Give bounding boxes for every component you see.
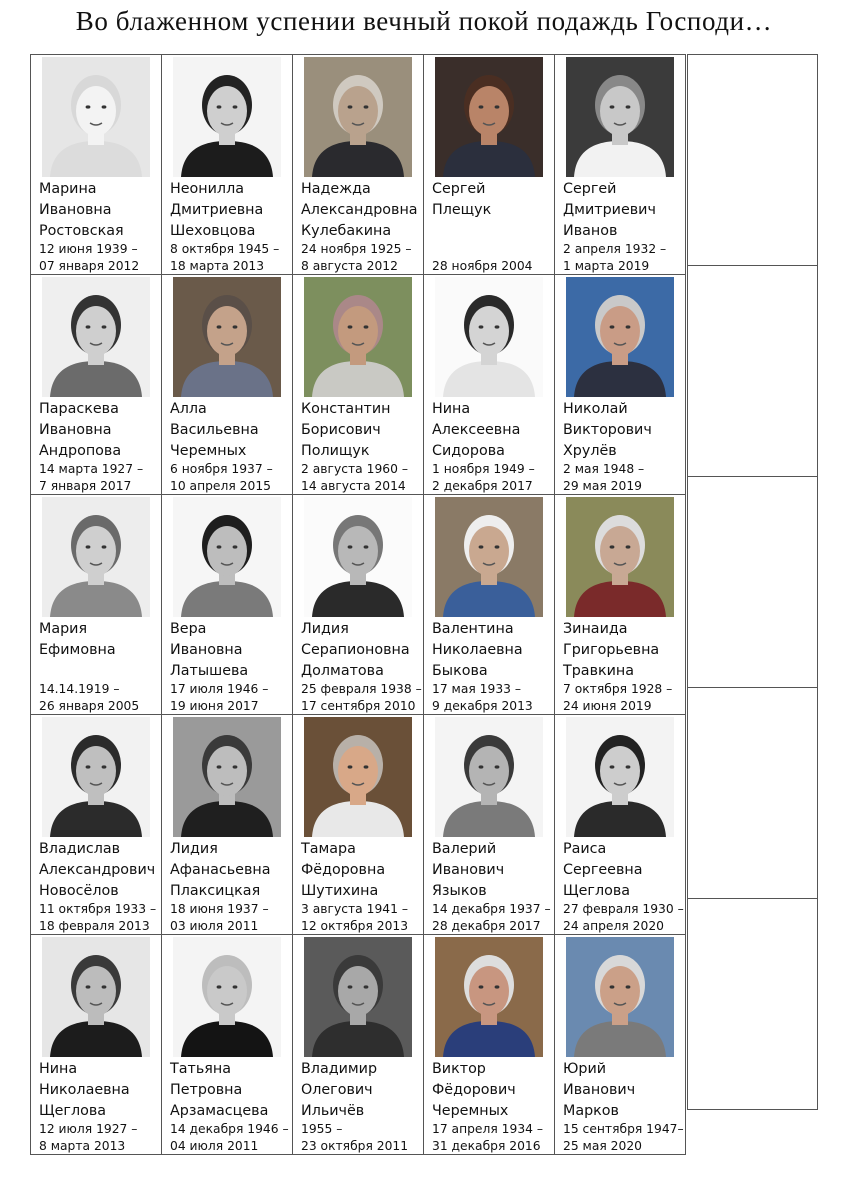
- date-line: 2 декабря 2017: [432, 479, 533, 493]
- date-line: 1955 –: [301, 1122, 343, 1136]
- name-line: Викторович: [563, 422, 652, 438]
- memorial-card: [30, 934, 162, 1155]
- life-dates: [39, 1121, 137, 1155]
- portrait-photo: [42, 937, 150, 1057]
- person-name: [39, 399, 121, 462]
- portrait-photo: [435, 277, 543, 397]
- date-line: 28 декабря 2017: [432, 919, 541, 933]
- date-line: 19 июня 2017: [170, 699, 259, 713]
- memorial-card: [292, 934, 424, 1155]
- name-line: Тамара: [301, 841, 356, 857]
- date-line: 9 декабря 2013: [432, 699, 533, 713]
- name-line: Юрий: [563, 1061, 607, 1077]
- life-dates: [39, 901, 156, 935]
- date-line: 18 июня 1937 –: [170, 902, 269, 916]
- name-line: Александровна: [301, 202, 418, 218]
- person-name: [39, 619, 116, 661]
- memorial-card: [30, 714, 162, 935]
- name-line: Быкова: [432, 663, 488, 679]
- name-line: Долматова: [301, 663, 384, 679]
- life-dates: [301, 901, 408, 935]
- date-line: 12 октября 2013: [301, 919, 409, 933]
- memorial-card: [292, 714, 424, 935]
- date-line: 8 августа 2012: [301, 259, 398, 273]
- life-dates: [170, 681, 268, 715]
- name-line: Хрулёв: [563, 443, 617, 459]
- portrait-photo: [566, 497, 674, 617]
- date-line: 24 апреля 2020: [563, 919, 664, 933]
- date-line: 2 мая 1948 –: [563, 462, 645, 476]
- memorial-card: [423, 494, 555, 715]
- name-line: Олегович: [301, 1082, 373, 1098]
- person-name: [301, 399, 391, 462]
- person-name: [301, 1059, 377, 1122]
- portrait-photo: [42, 717, 150, 837]
- person-name: [563, 839, 643, 902]
- blank-box: [687, 54, 818, 266]
- name-line: Языков: [432, 883, 487, 899]
- date-line: 1 марта 2019: [563, 259, 650, 273]
- name-line: Серапионовна: [301, 642, 410, 658]
- date-line: 27 февраля 1930 –: [563, 902, 684, 916]
- person-name: [170, 1059, 268, 1122]
- person-name: [39, 1059, 130, 1122]
- person-name: [432, 179, 491, 221]
- portrait-photo: [435, 717, 543, 837]
- date-line: 31 декабря 2016: [432, 1139, 541, 1153]
- date-line: 14.14.1919 –: [39, 682, 120, 696]
- name-line: Неонилла: [170, 181, 244, 197]
- name-line: Вера: [170, 621, 207, 637]
- person-name: [170, 399, 259, 462]
- life-dates: [39, 681, 139, 715]
- person-name: [39, 179, 124, 242]
- name-line: Арзамасцева: [170, 1103, 269, 1119]
- portrait-photo: [173, 717, 281, 837]
- portrait-photo: [435, 497, 543, 617]
- name-line: Ростовская: [39, 223, 124, 239]
- name-line: Марков: [563, 1103, 619, 1119]
- portrait-photo: [42, 497, 150, 617]
- name-line: Черемных: [170, 443, 247, 459]
- date-line: 25 мая 2020: [563, 1139, 642, 1153]
- name-line: Кулебакина: [301, 223, 392, 239]
- life-dates: [301, 241, 412, 275]
- name-line: Петровна: [170, 1082, 243, 1098]
- name-line: Валерий: [432, 841, 497, 857]
- memorial-card: [30, 54, 162, 275]
- person-name: [301, 839, 385, 902]
- blank-column: [687, 55, 819, 1110]
- blank-box: [687, 687, 818, 899]
- portrait-photo: [304, 57, 412, 177]
- date-line: 17 мая 1933 –: [432, 682, 522, 696]
- name-line: Нина: [39, 1061, 78, 1077]
- person-name: [563, 399, 652, 462]
- date-line: 14 марта 1927 –: [39, 462, 144, 476]
- name-line: Виктор: [432, 1061, 486, 1077]
- name-line: Иванович: [563, 1082, 636, 1098]
- date-line: 8 октября 1945 –: [170, 242, 280, 256]
- date-line: [432, 241, 533, 258]
- person-name: [170, 179, 263, 242]
- date-line: 25 февраля 1938 –: [301, 682, 422, 696]
- portrait-photo: [566, 937, 674, 1057]
- name-line: Сергеевна: [563, 862, 643, 878]
- name-line: Сергей: [563, 181, 617, 197]
- date-line: 26 января 2005: [39, 699, 140, 713]
- person-name: [301, 619, 410, 682]
- person-name: [432, 619, 523, 682]
- life-dates: [301, 681, 422, 715]
- name-line: Николаевна: [39, 1082, 130, 1098]
- life-dates: [432, 1121, 543, 1155]
- name-line: Андропова: [39, 443, 122, 459]
- date-line: 18 марта 2013: [170, 259, 265, 273]
- name-line: Новосёлов: [39, 883, 119, 899]
- person-name: [563, 179, 656, 242]
- name-line: Владимир: [301, 1061, 378, 1077]
- life-dates: [563, 241, 666, 275]
- date-line: 2 августа 1960 –: [301, 462, 408, 476]
- person-name: [563, 619, 659, 682]
- date-line: 17 апреля 1934 –: [432, 1122, 544, 1136]
- name-line: Дмитриевич: [563, 202, 656, 218]
- name-line: Лидия: [301, 621, 349, 637]
- life-dates: [301, 1121, 408, 1155]
- blank-box: [687, 476, 818, 688]
- blank-box: [687, 265, 818, 477]
- name-line: Ильичёв: [301, 1103, 365, 1119]
- blank-box: [687, 898, 818, 1110]
- portrait-photo: [304, 717, 412, 837]
- memorial-card: [292, 54, 424, 275]
- date-line: 3 августа 1941 –: [301, 902, 408, 916]
- name-line: Латышева: [170, 663, 249, 679]
- name-line: Лидия: [170, 841, 218, 857]
- date-line: 14 декабря 1937 –: [432, 902, 551, 916]
- name-line: Владислав: [39, 841, 121, 857]
- memorial-card: [292, 274, 424, 495]
- portrait-photo: [42, 57, 150, 177]
- life-dates: [563, 1121, 684, 1155]
- name-line: Алексеевна: [432, 422, 521, 438]
- name-line: Ивановна: [170, 642, 243, 658]
- memorial-card: [554, 54, 686, 275]
- name-line: Татьяна: [170, 1061, 231, 1077]
- date-line: 03 июля 2011: [170, 919, 259, 933]
- name-line: Щеглова: [563, 883, 631, 899]
- life-dates: [432, 241, 533, 275]
- date-line: 2 апреля 1932 –: [563, 242, 667, 256]
- person-name: [170, 839, 271, 902]
- memorial-card: [161, 54, 293, 275]
- portrait-photo: [435, 57, 543, 177]
- name-line: Черемных: [432, 1103, 509, 1119]
- name-line: Борисович: [301, 422, 381, 438]
- portrait-photo: [173, 937, 281, 1057]
- memorial-card: [423, 54, 555, 275]
- date-line: 10 апреля 2015: [170, 479, 271, 493]
- memorial-card: [161, 494, 293, 715]
- name-line: Константин: [301, 401, 391, 417]
- portrait-photo: [173, 57, 281, 177]
- name-line: Плещук: [432, 202, 492, 218]
- name-line: Ивановна: [39, 422, 112, 438]
- person-name: [39, 839, 155, 902]
- name-line: Щеглова: [39, 1103, 107, 1119]
- portrait-photo: [304, 277, 412, 397]
- portrait-photo: [435, 937, 543, 1057]
- memorial-grid: [31, 55, 686, 1155]
- portrait-photo: [566, 57, 674, 177]
- name-line: Дмитриевна: [170, 202, 264, 218]
- date-line: 17 сентября 2010: [301, 699, 416, 713]
- name-line: Надежда: [301, 181, 371, 197]
- memorial-card: [292, 494, 424, 715]
- date-line: 7 октября 1928 –: [563, 682, 673, 696]
- portrait-photo: [173, 497, 281, 617]
- name-line: Иванович: [432, 862, 505, 878]
- life-dates: [301, 461, 408, 495]
- date-line: 15 сентября 1947–: [563, 1122, 684, 1136]
- name-line: Григорьевна: [563, 642, 660, 658]
- date-line: 12 июня 1939 –: [39, 242, 138, 256]
- date-line: 04 июля 2011: [170, 1139, 259, 1153]
- date-line: 23 октября 2011: [301, 1139, 409, 1153]
- date-line: 14 августа 2014: [301, 479, 406, 493]
- date-line: 11 октября 1933 –: [39, 902, 157, 916]
- name-line: Марина: [39, 181, 97, 197]
- name-line: Иванов: [563, 223, 618, 239]
- portrait-photo: [42, 277, 150, 397]
- life-dates: [432, 461, 535, 495]
- name-line: Ивановна: [39, 202, 112, 218]
- name-line: Николаевна: [432, 642, 523, 658]
- life-dates: [170, 1121, 289, 1155]
- memorial-card: [554, 934, 686, 1155]
- name-line: Плаксицкая: [170, 883, 261, 899]
- name-line: Васильевна: [170, 422, 259, 438]
- name-line: Николай: [563, 401, 628, 417]
- date-line: 6 ноября 1937 –: [170, 462, 273, 476]
- memorial-card: [554, 274, 686, 495]
- life-dates: [432, 901, 551, 935]
- portrait-photo: [173, 277, 281, 397]
- life-dates: [39, 461, 143, 495]
- portrait-photo: [304, 497, 412, 617]
- person-name: [432, 1059, 516, 1122]
- memorial-card: [423, 934, 555, 1155]
- memorial-card: [423, 274, 555, 495]
- name-line: Фёдорович: [432, 1082, 516, 1098]
- date-line: 07 января 2012: [39, 259, 140, 273]
- life-dates: [170, 241, 279, 275]
- date-line: 17 июля 1946 –: [170, 682, 269, 696]
- name-line: Фёдоровна: [301, 862, 386, 878]
- memorial-card: [554, 494, 686, 715]
- life-dates: [170, 461, 273, 495]
- name-line: Параскева: [39, 401, 119, 417]
- date-line: 14 декабря 1946 –: [170, 1122, 289, 1136]
- name-line: Мария: [39, 621, 88, 637]
- name-line: Сидорова: [432, 443, 505, 459]
- portrait-photo: [304, 937, 412, 1057]
- memorial-card: [161, 274, 293, 495]
- page-title: Во блаженном успении вечный покой подаждь Господи…: [75, 6, 773, 36]
- name-line: Сергей: [432, 181, 486, 197]
- date-line: 24 ноября 1925 –: [301, 242, 412, 256]
- memorial-card: [161, 934, 293, 1155]
- life-dates: [563, 681, 672, 715]
- name-line: Шутихина: [301, 883, 379, 899]
- name-line: Полищук: [301, 443, 370, 459]
- life-dates: [563, 461, 644, 495]
- life-dates: [39, 241, 139, 275]
- date-line: 18 февраля 2013: [39, 919, 150, 933]
- portrait-photo: [566, 717, 674, 837]
- date-line: 29 мая 2019: [563, 479, 642, 493]
- person-name: [432, 399, 520, 462]
- name-line: Раиса: [563, 841, 607, 857]
- life-dates: [432, 681, 533, 715]
- memorial-card: [554, 714, 686, 935]
- name-line: Алла: [170, 401, 207, 417]
- person-name: [301, 179, 418, 242]
- date-line: 24 июня 2019: [563, 699, 652, 713]
- life-dates: [170, 901, 269, 935]
- person-name: [432, 839, 504, 902]
- name-line: Нина: [432, 401, 471, 417]
- memorial-card: [423, 714, 555, 935]
- date-line: 1 ноября 1949 –: [432, 462, 535, 476]
- memorial-card: [161, 714, 293, 935]
- person-name: [563, 1059, 635, 1122]
- date-line: 8 марта 2013: [39, 1139, 126, 1153]
- name-line: Зинаида: [563, 621, 628, 637]
- date-line: 12 июля 1927 –: [39, 1122, 138, 1136]
- memorial-card: [30, 274, 162, 495]
- life-dates: [563, 901, 684, 935]
- name-line: Валентина: [432, 621, 514, 637]
- date-line: 28 ноября 2004: [432, 259, 533, 273]
- name-line: Травкина: [563, 663, 635, 679]
- person-name: [170, 619, 248, 682]
- name-line: Ефимовна: [39, 642, 116, 658]
- name-line: Александрович: [39, 862, 156, 878]
- portrait-photo: [566, 277, 674, 397]
- memorial-card: [30, 494, 162, 715]
- name-line: Афанасьевна: [170, 862, 271, 878]
- name-line: Шеховцова: [170, 223, 256, 239]
- date-line: 7 января 2017: [39, 479, 132, 493]
